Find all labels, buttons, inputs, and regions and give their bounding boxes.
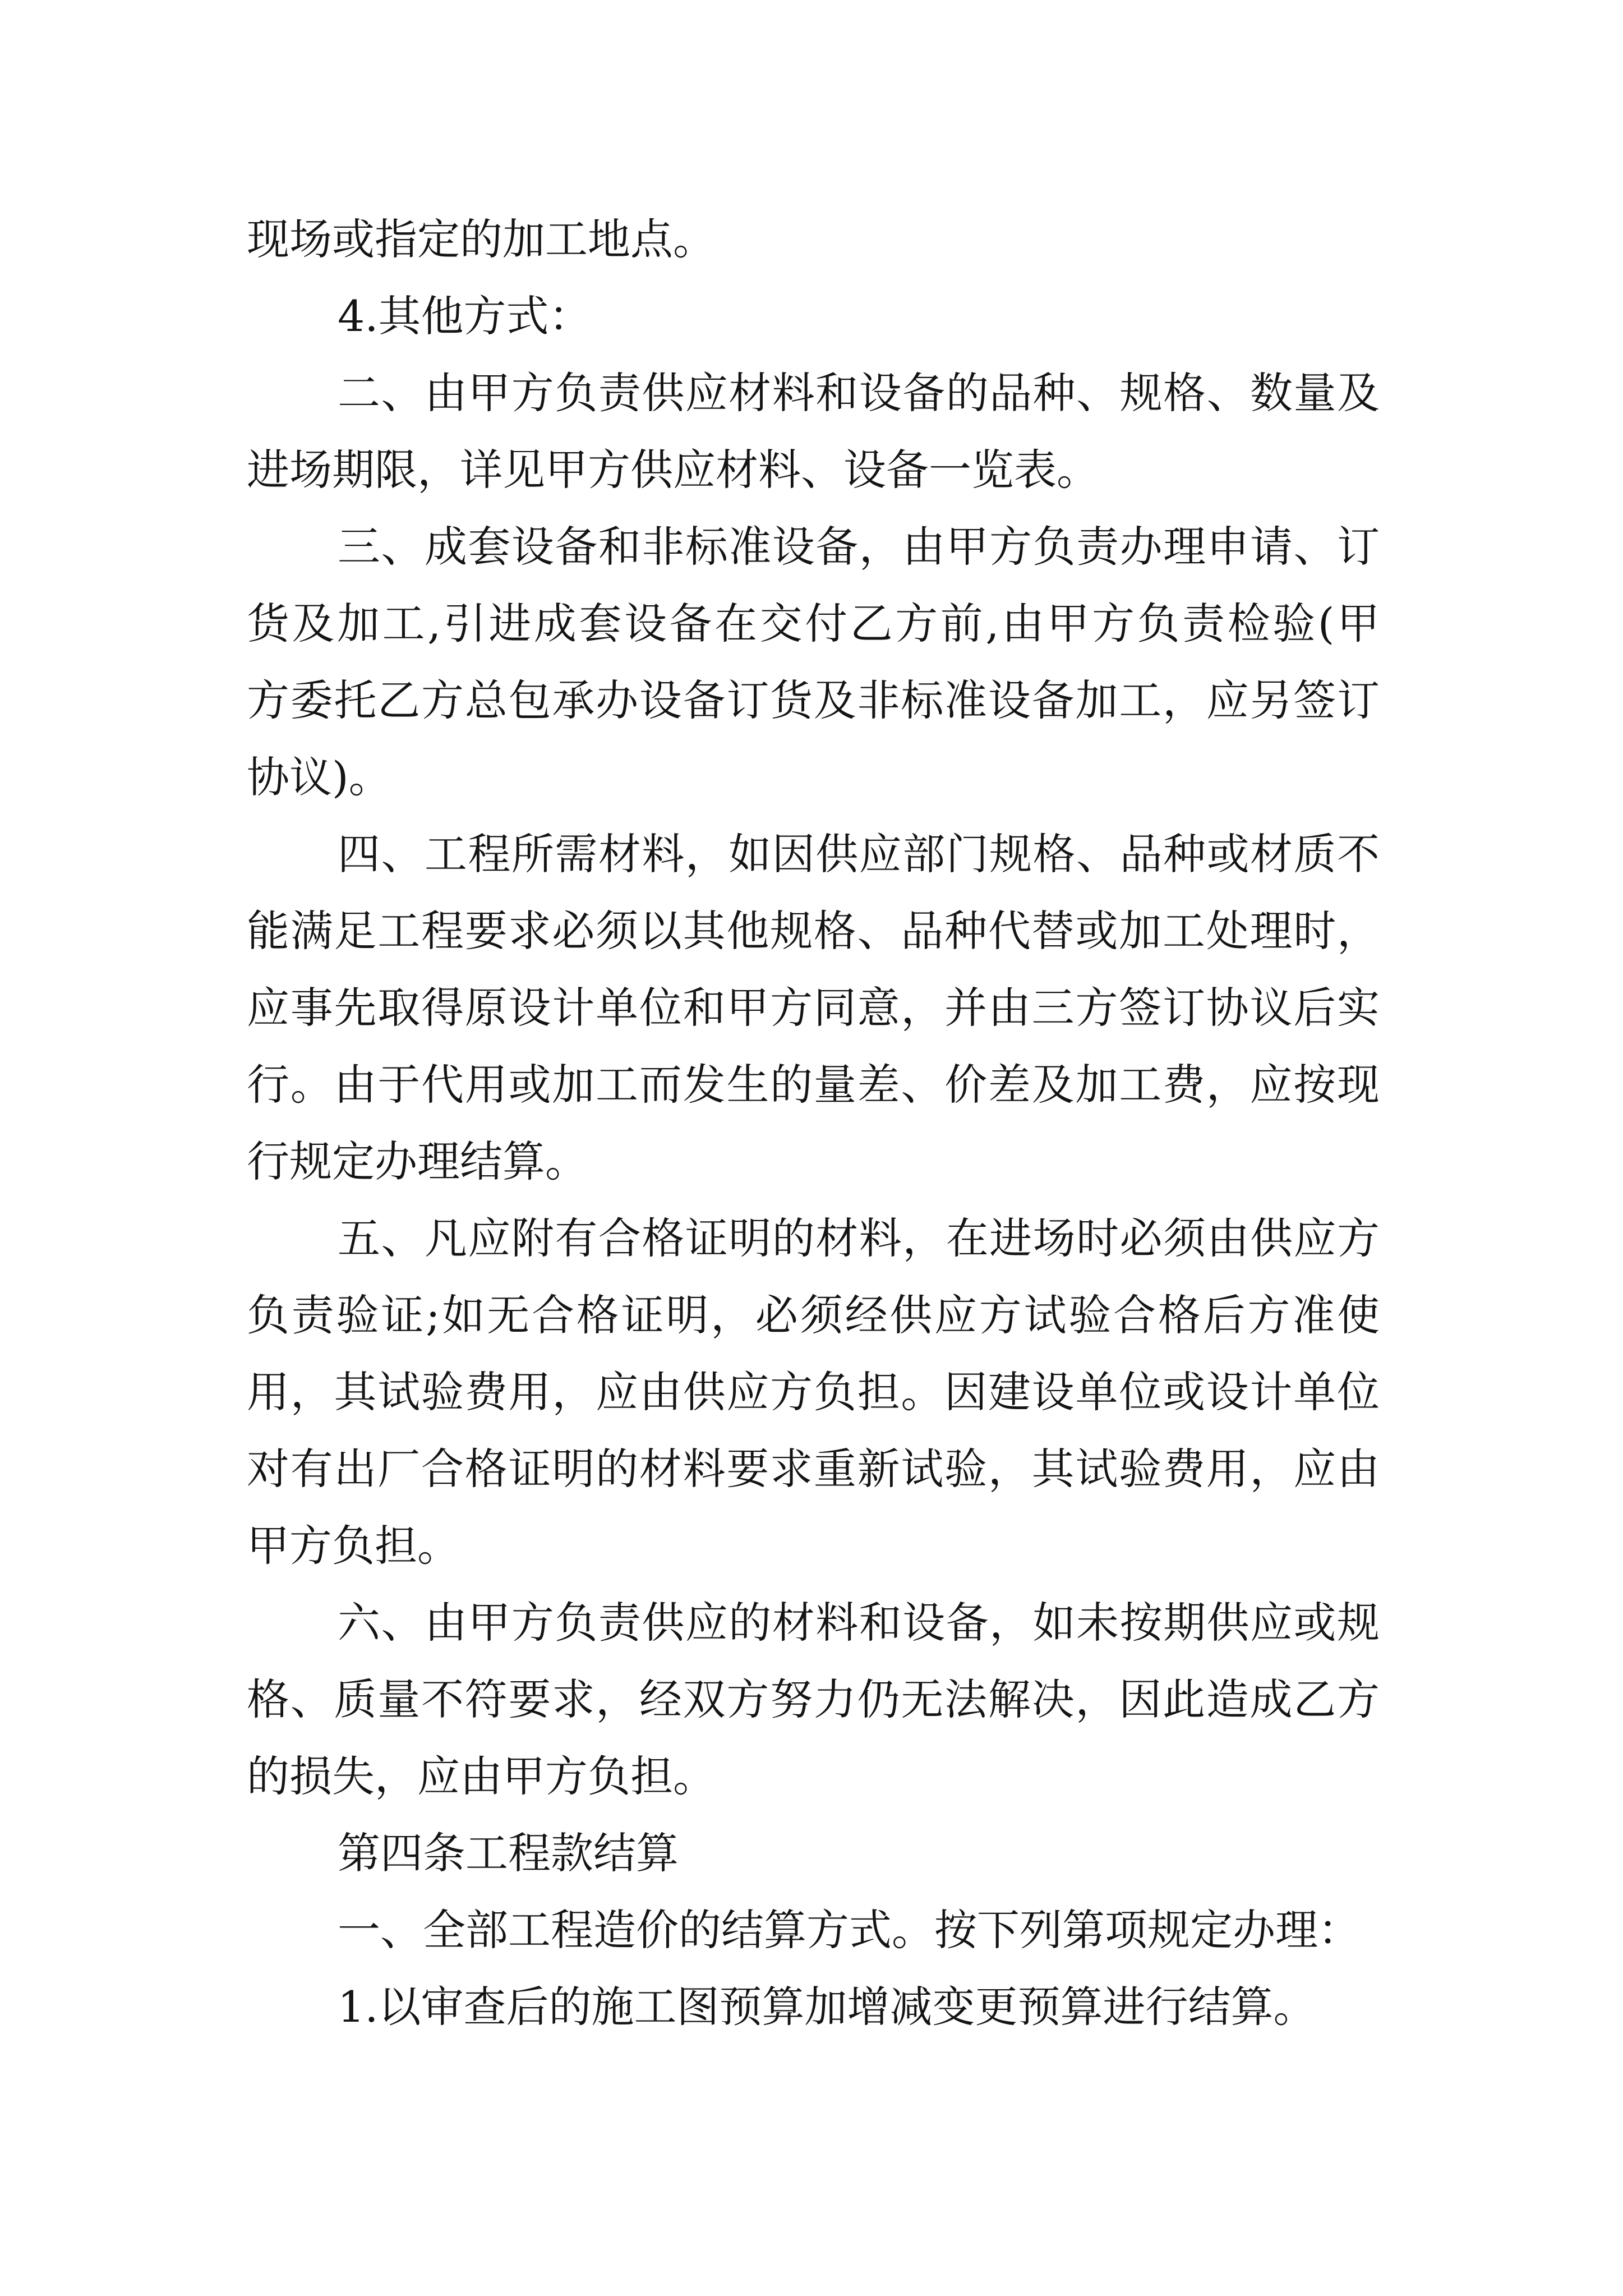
- paragraph: [247, 1200, 1380, 1584]
- text-line: 二、由甲方负责供应材料和设备的品种、规格、数量及: [338, 368, 1380, 418]
- text-line: 行。由于代用或加工而发生的量差、价差及加工费，应按现: [247, 1060, 1380, 1110]
- text-line: 负责验证;如无合格证明，必须经供应方试验合格后方准使: [247, 1290, 1380, 1340]
- text-line: 六、由甲方负责供应的材料和设备，如未按期供应或规: [338, 1598, 1380, 1648]
- paragraph: [247, 1892, 1380, 1968]
- paragraph: [247, 355, 1380, 508]
- text-line: 4.其他方式：: [338, 291, 592, 341]
- text-line: 对有出厂合格证明的材料要求重新试验，其试验费用，应由: [247, 1444, 1380, 1494]
- document-page: [247, 201, 1380, 2045]
- text-line: 三、成套设备和非标准设备，由甲方负责办理申请、订: [338, 522, 1380, 572]
- text-line: 第四条工程款结算: [338, 1828, 679, 1878]
- text-line: 能满足工程要求必须以其他规格、品种代替或加工处理时，: [247, 906, 1380, 956]
- text-line: 四、工程所需材料，如因供应部门规格、品种或材质不: [338, 829, 1380, 879]
- text-line: 货及加工,引进成套设备在交付乙方前,由甲方负责检验(甲: [247, 599, 1380, 648]
- text-line: 甲方负担。: [247, 1521, 460, 1571]
- paragraph: [247, 508, 1380, 816]
- text-line: 五、凡应附有合格证明的材料，在进场时必须由供应方: [338, 1213, 1380, 1263]
- text-line: 1.以审查后的施工图预算加增减变更预算进行结算。: [338, 1982, 1316, 2032]
- text-line: 用，其试验费用，应由供应方负担。因建设单位或设计单位: [247, 1367, 1380, 1417]
- paragraph: [247, 1968, 1380, 2045]
- text-line: 现场或指定的加工地点。: [247, 214, 716, 264]
- section-heading: [247, 1815, 1380, 1892]
- text-line: 应事先取得原设计单位和甲方同意，并由三方签订协议后实: [247, 983, 1380, 1033]
- text-line: 进场期限，详见甲方供应材料、设备一览表。: [247, 445, 1099, 495]
- text-line: 一、全部工程造价的结算方式。按下列第项规定办理：: [338, 1905, 1361, 1955]
- paragraph: [247, 201, 1380, 278]
- text-line: 协议)。: [247, 752, 391, 802]
- text-line: 方委托乙方总包承办设备订货及非标准设备加工，应另签订: [247, 675, 1380, 725]
- paragraph: [247, 1584, 1380, 1815]
- text-line: 格、质量不符要求，经双方努力仍无法解决，因此造成乙方: [247, 1674, 1380, 1724]
- paragraph: [247, 816, 1380, 1200]
- paragraph: [247, 278, 1380, 355]
- text-line: 行规定办理结算。: [247, 1137, 588, 1186]
- text-line: 的损失，应由甲方负担。: [247, 1751, 716, 1801]
